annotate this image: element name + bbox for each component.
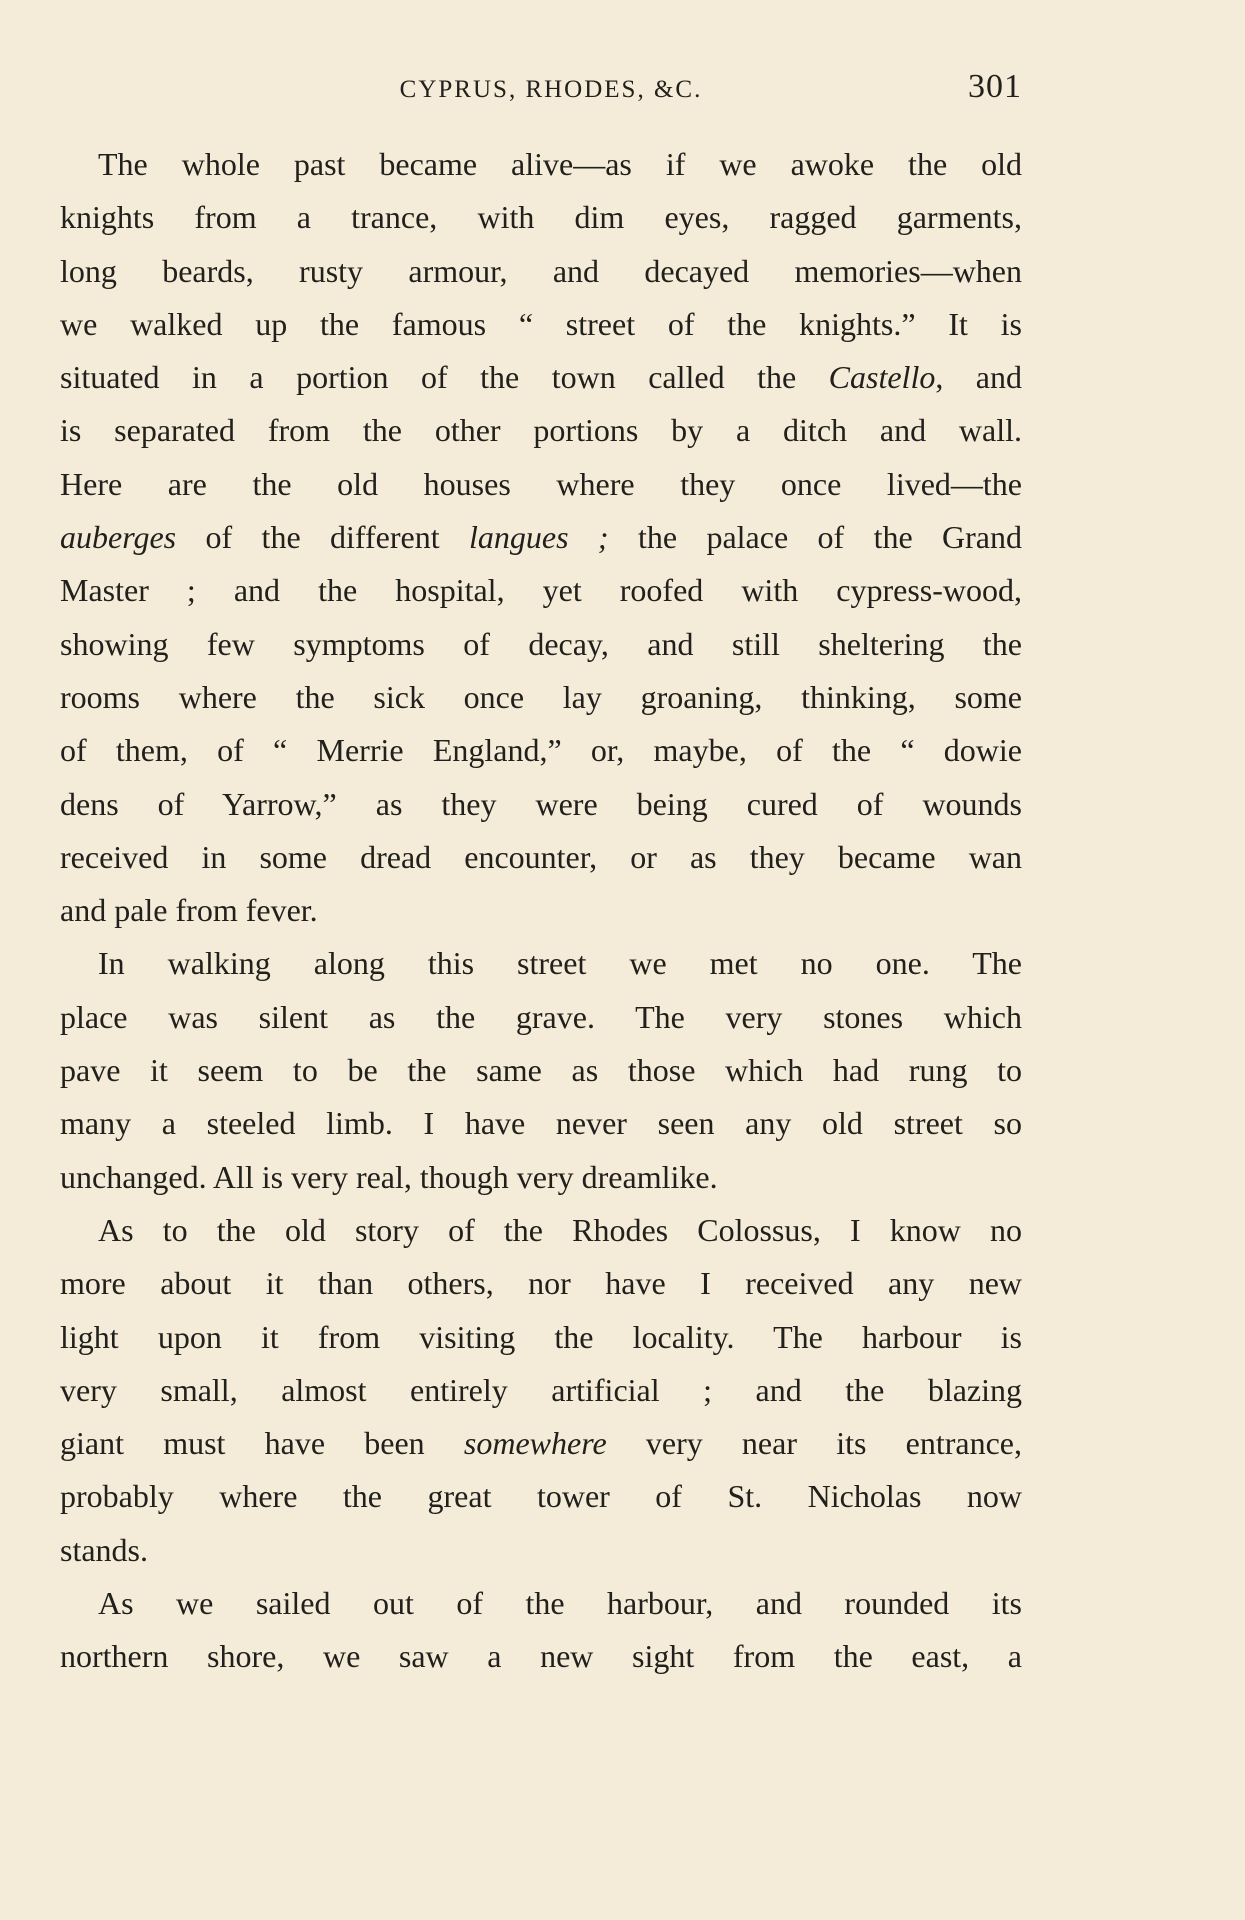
- text-line: [60, 351, 1022, 404]
- text-run: As we sailed out of the harbour, and rounded its: [98, 1585, 1022, 1622]
- italic-run: auberges: [60, 519, 177, 556]
- text-run: more about it than others, nor have I received any new: [60, 1265, 1022, 1302]
- text-line: [60, 991, 1022, 1044]
- text-run: very near its entrance,: [606, 1425, 1023, 1462]
- text-line: [60, 937, 1022, 990]
- paragraph: [60, 138, 1022, 937]
- text-run: the palace of the Grand: [608, 519, 1023, 556]
- paragraph: [60, 1577, 1022, 1684]
- text-run: very small, almost entirely artificial ; and the blazing: [60, 1371, 1022, 1408]
- text-run: situated in a portion of the town called the: [60, 359, 829, 396]
- text-line: [60, 404, 1022, 457]
- running-head: [60, 68, 1022, 118]
- text-line: [60, 1630, 1022, 1683]
- running-title: CYPRUS, RHODES, &C.: [399, 76, 703, 103]
- text-line: [60, 191, 1022, 244]
- text-run: pave it seem to be the same as those which had rung to: [60, 1052, 1022, 1089]
- text-run: knights from a trance, with dim eyes, ragged garments,: [60, 199, 1022, 236]
- text-run: of them, of “ Merrie England,” or, maybe, of the “ dowie: [60, 732, 1022, 769]
- text-run: showing few symptoms of decay, and still sheltering the: [60, 625, 1022, 662]
- text-run: long beards, rusty armour, and decayed memories—when: [60, 252, 1022, 289]
- paragraph: [60, 937, 1022, 1203]
- text-run: Master ; and the hospital, yet roofed with cypress-wood,: [60, 572, 1022, 609]
- text-line: [60, 138, 1022, 191]
- text-run: In walking along this street we met no one. The: [98, 945, 1022, 982]
- text-run: stands.: [60, 1531, 148, 1568]
- text-line: [60, 618, 1022, 671]
- text-run: is separated from the other portions by a ditch and wall.: [60, 412, 1022, 449]
- paragraph: [60, 1204, 1022, 1577]
- text-run: received in some dread encounter, or as they became wan: [60, 838, 1022, 875]
- text-line: [60, 884, 1022, 937]
- text-line: [60, 1097, 1022, 1150]
- italic-run: somewhere: [463, 1425, 607, 1462]
- text-line: [60, 1417, 1022, 1470]
- text-line: [60, 1577, 1022, 1630]
- text-line: [60, 245, 1022, 298]
- text-run: probably where the great tower of St. Nicholas now: [60, 1478, 1022, 1515]
- text-line: [60, 1311, 1022, 1364]
- text-line: [60, 671, 1022, 724]
- text-line: [60, 1044, 1022, 1097]
- text-run: giant must have been: [60, 1425, 464, 1462]
- text-line: [60, 1524, 1022, 1577]
- text-line: [60, 1204, 1022, 1257]
- text-run: rooms where the sick once lay groaning, thinking, some: [60, 678, 1022, 715]
- text-run: of the different: [176, 519, 469, 556]
- text-run: light upon it from visiting the locality. The harbour is: [60, 1318, 1022, 1355]
- text-run: As to the old story of the Rhodes Colossus, I know no: [98, 1211, 1022, 1248]
- text-line: [60, 778, 1022, 831]
- text-run: dens of Yarrow,” as they were being cured of wounds: [60, 785, 1022, 822]
- text-run: unchanged. All is very real, though very dreamlike.: [60, 1158, 718, 1195]
- text-line: [60, 298, 1022, 351]
- text-run: place was silent as the grave. The very stones which: [60, 998, 1022, 1035]
- text-line: [60, 458, 1022, 511]
- text-line: [60, 1151, 1022, 1204]
- text-run: The whole past became alive—as if we awoke the old: [98, 146, 1022, 182]
- text-line: [60, 564, 1022, 617]
- text-run: many a steeled limb. I have never seen any old street so: [60, 1105, 1022, 1142]
- text-line: [60, 724, 1022, 777]
- text-run: , and: [935, 359, 1023, 396]
- text-line: [60, 511, 1022, 564]
- text-run: and pale from fever.: [60, 892, 318, 929]
- text-run: Here are the old houses where they once lived—the: [60, 465, 1022, 502]
- text-line: [60, 1257, 1022, 1310]
- text-line: [60, 1364, 1022, 1417]
- body-text: [60, 138, 1022, 1684]
- text-run: we walked up the famous “ street of the knights.” It is: [60, 305, 1022, 342]
- text-line: [60, 831, 1022, 884]
- italic-run: langues ;: [468, 519, 609, 556]
- page-number: 301: [968, 68, 1022, 105]
- text-run: northern shore, we saw a new sight from the east, a: [60, 1638, 1022, 1675]
- italic-run: Castello: [828, 359, 936, 396]
- text-line: [60, 1470, 1022, 1523]
